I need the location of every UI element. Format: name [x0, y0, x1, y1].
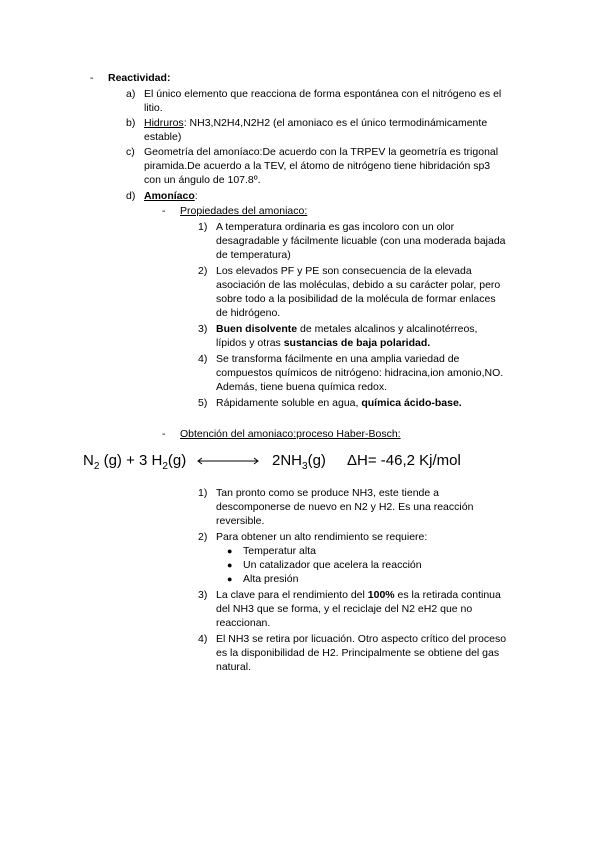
item-d-line	[144, 190, 198, 203]
prop-3-line-1	[216, 323, 477, 336]
amoniaco-suffix: :	[194, 190, 198, 202]
prop-3-rest: de metales alcalinos y alcalinotérreos,	[297, 323, 478, 335]
prop-3-line-2	[216, 337, 430, 350]
bullet-icon: ●	[227, 546, 233, 556]
haber-reactants: $N_2$ (g) + 3 $H_2(g)$	[83, 452, 187, 472]
section-dash: -	[90, 72, 94, 84]
bullet-item: Un catalizador que acelera la reacción	[243, 559, 422, 571]
hidruros-text: : NH3,N2H4,N2H2 (el amoniaco es el único termodinámicamente	[183, 117, 488, 129]
prop-2-marker: 2)	[198, 265, 208, 277]
prop-2-line-4: de hidrógeno.	[216, 307, 281, 319]
prop-5-pre: Rápidamente soluble en agua,	[216, 397, 362, 409]
haber-4-marker: 4)	[198, 633, 208, 645]
prop-5-marker: 5)	[198, 397, 208, 409]
haber-3-pre: La clave para el rendimiento del	[216, 589, 368, 601]
item-b-line-1	[144, 117, 487, 130]
haber-enthalpy: ΔH= -46,2 Kj/mol	[347, 452, 461, 469]
item-a-line-1: El único elemento que reacciona de forma espontánea con el nitrógeno es el	[144, 88, 502, 100]
section-title: Reactividad:	[108, 72, 171, 84]
item-a-line-2: litio.	[144, 102, 163, 114]
haber-4-line-1: El NH3 se retira por licuación. Otro aspecto crítico del proceso	[216, 633, 507, 645]
bullet-icon: ●	[227, 560, 233, 570]
bullet-icon: ●	[227, 574, 233, 584]
item-c-marker: c)	[126, 146, 135, 158]
haber-1-line-1: Tan pronto como se produce NH3, este tiende a	[216, 487, 439, 499]
bullet-item: Temperatur alta	[243, 545, 316, 557]
haber-3-post: es la retirada continua	[394, 589, 501, 601]
quimica-acido-base: química ácido-base.	[361, 397, 462, 409]
item-a-marker: a)	[126, 88, 136, 100]
prop-4-line-3: Además, tiene buena química redox.	[216, 381, 388, 393]
prop-1-line-2: desagradable y fácilmente licuable (con una moderada bajada	[216, 235, 506, 247]
baja-polaridad: sustancias de baja polaridad.	[283, 337, 431, 349]
haber-3-bold: 100%	[367, 589, 395, 601]
haber-product: $2NH_3(g)$	[272, 452, 326, 472]
propiedades-dash: -	[162, 205, 166, 217]
item-c-line-2: piramida.De acuerdo a la TEV, el átomo de nitrógeno tiene hibridación sp3	[144, 160, 491, 172]
haber-1-marker: 1)	[198, 487, 208, 499]
prop-3-pre: lípidos y otras	[216, 337, 284, 349]
prop-4-line-1: Se transforma fácilmente en una amplia variedad de	[216, 353, 460, 365]
item-b-marker: b)	[126, 117, 136, 129]
prop-2-line-1: Los elevados PF y PE son consecuencia de la elevada	[216, 265, 472, 277]
prop-5-line	[216, 397, 462, 410]
bullet-item: Alta presión	[243, 573, 299, 585]
obtencion-dash: -	[162, 428, 166, 440]
propiedades-heading: Propiedades del amoniaco:	[180, 205, 308, 217]
haber-3-line-3: reaccionan.	[216, 617, 271, 629]
prop-2-line-3: sobre todo a la posibilidad de la molécula de formar enlaces	[216, 293, 496, 305]
prop-4-marker: 4)	[198, 353, 208, 365]
haber-4-line-2: es la disponibilidad de H2. Principalmente se obtiene del gas	[216, 647, 500, 659]
haber-4-line-3: natural.	[216, 661, 252, 673]
amoniaco-label: Amoníaco	[144, 190, 195, 202]
haber-2-marker: 2)	[198, 531, 208, 543]
reaction-arrow-icon	[196, 456, 260, 466]
prop-1-line-3: de temperatura)	[216, 249, 291, 261]
item-d-marker: d)	[126, 190, 136, 202]
haber-1-line-2: descomponerse de nuevo en N2 y H2. Es una reacción	[216, 501, 474, 513]
haber-3-line-2: del NH3 que se forma, y el reciclaje del N2 eH2 que no	[216, 603, 473, 615]
item-c-line-1: Geometría del amoníaco:De acuerdo con la TRPEV la geometría es trigonal	[144, 146, 499, 158]
haber-3-marker: 3)	[198, 589, 208, 601]
haber-2-line-1: Para obtener un alto rendimiento se requiere:	[216, 531, 428, 543]
prop-1-line-1: A temperatura ordinaria es gas incoloro con un olor	[216, 221, 455, 233]
prop-1-marker: 1)	[198, 221, 208, 233]
prop-3-marker: 3)	[198, 323, 208, 335]
haber-1-line-3: reversible.	[216, 515, 265, 527]
haber-3-line-1	[216, 589, 501, 602]
item-c-line-3: con un ángulo de 107.8º.	[144, 174, 261, 186]
buen-disolvente: Buen disolvente	[216, 323, 298, 335]
prop-4-line-2: compuestos químicos de nitrógeno: hidracina,ion amonio,NO.	[216, 367, 504, 379]
hidruros-label: Hidruros	[144, 117, 184, 129]
prop-2-line-2: asociación de las moléculas, debido a su carácter polar, pero	[216, 279, 501, 291]
obtencion-heading: Obtención del amoniaco:proceso Haber-Bosch:	[180, 428, 401, 440]
item-b-line-2: estable)	[144, 131, 182, 143]
